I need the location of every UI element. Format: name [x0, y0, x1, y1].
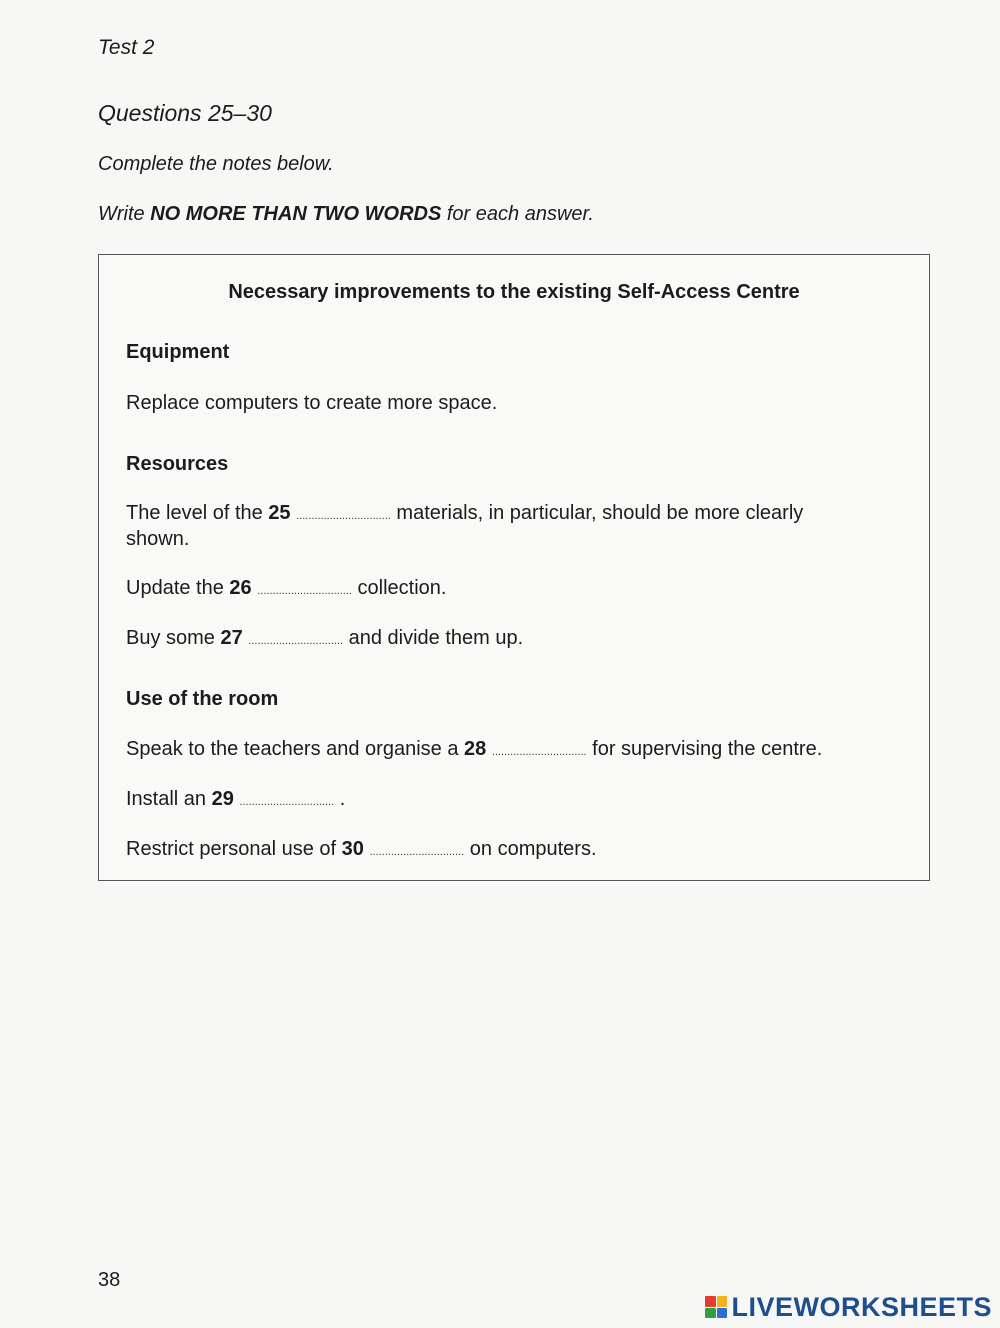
q30-text-after: on computers.: [464, 838, 597, 860]
liveworksheets-logo-icon: [705, 1296, 727, 1318]
notes-box: [98, 254, 930, 881]
q27-text-after: and divide them up.: [343, 627, 524, 649]
note-question-27: [126, 627, 523, 650]
q30-number: 30: [341, 838, 364, 860]
q26-number: 26: [229, 577, 252, 599]
q25-text-after: materials, in particular, should be more clearly: [390, 502, 804, 524]
instruction-word-limit-bold: NO MORE THAN TWO WORDS: [150, 203, 442, 225]
logo-square-4: [717, 1308, 728, 1319]
q29-text-after: .: [334, 788, 346, 810]
section-heading-use-of-room: Use of the room: [126, 688, 279, 710]
q28-number: 28: [464, 738, 487, 760]
running-head: Test 2: [98, 36, 155, 59]
logo-square-2: [717, 1296, 728, 1307]
q28-text-after: for supervising the centre.: [586, 738, 823, 760]
logo-square-3: [705, 1308, 716, 1319]
instruction-complete-notes: Complete the notes below.: [98, 153, 334, 175]
q25-text-before: The level of the: [126, 502, 269, 524]
q28-text-before: Speak to the teachers and organise a: [126, 738, 465, 760]
note-question-25-line-2: shown.: [126, 528, 190, 550]
equipment-note: Replace computers to create more space.: [126, 392, 498, 414]
note-question-26: [126, 577, 446, 600]
page-number: 38: [98, 1269, 121, 1291]
answer-blank-25[interactable]: ...............................: [296, 510, 391, 522]
q26-text-after: collection.: [351, 577, 447, 599]
q29-number: 29: [211, 788, 234, 810]
logo-square-1: [705, 1296, 716, 1307]
note-question-30: [126, 838, 597, 861]
q26-text-before: Update the: [126, 577, 230, 599]
instruction-word-limit-pre: Write: [98, 203, 151, 225]
answer-blank-30[interactable]: ...............................: [369, 846, 465, 858]
q27-number: 27: [220, 627, 243, 649]
q30-text-before: Restrict personal use of: [126, 838, 342, 860]
instruction-word-limit-post: for each answer.: [441, 203, 594, 225]
brand-text: LIVEWORKSHEETS: [731, 1291, 992, 1322]
q27-text-before: Buy some: [126, 627, 221, 649]
liveworksheets-brand: [705, 1290, 992, 1324]
section-heading-equipment: Equipment: [126, 341, 230, 363]
notes-title: Necessary improvements to the existing Self-Access Centre: [228, 281, 800, 303]
answer-blank-27[interactable]: ...............................: [248, 635, 344, 647]
note-question-28: [126, 738, 822, 761]
q29-text-before: Install an: [126, 788, 212, 810]
note-question-25: [126, 502, 803, 525]
note-question-29: [126, 788, 345, 811]
section-heading-resources: Resources: [126, 453, 229, 475]
answer-blank-26[interactable]: ...............................: [257, 585, 352, 597]
questions-heading: Questions 25–30: [98, 100, 272, 126]
answer-blank-28[interactable]: ...............................: [491, 746, 587, 758]
q25-number: 25: [268, 502, 291, 524]
instruction-word-limit: [98, 203, 594, 226]
answer-blank-29[interactable]: ...............................: [239, 796, 335, 808]
